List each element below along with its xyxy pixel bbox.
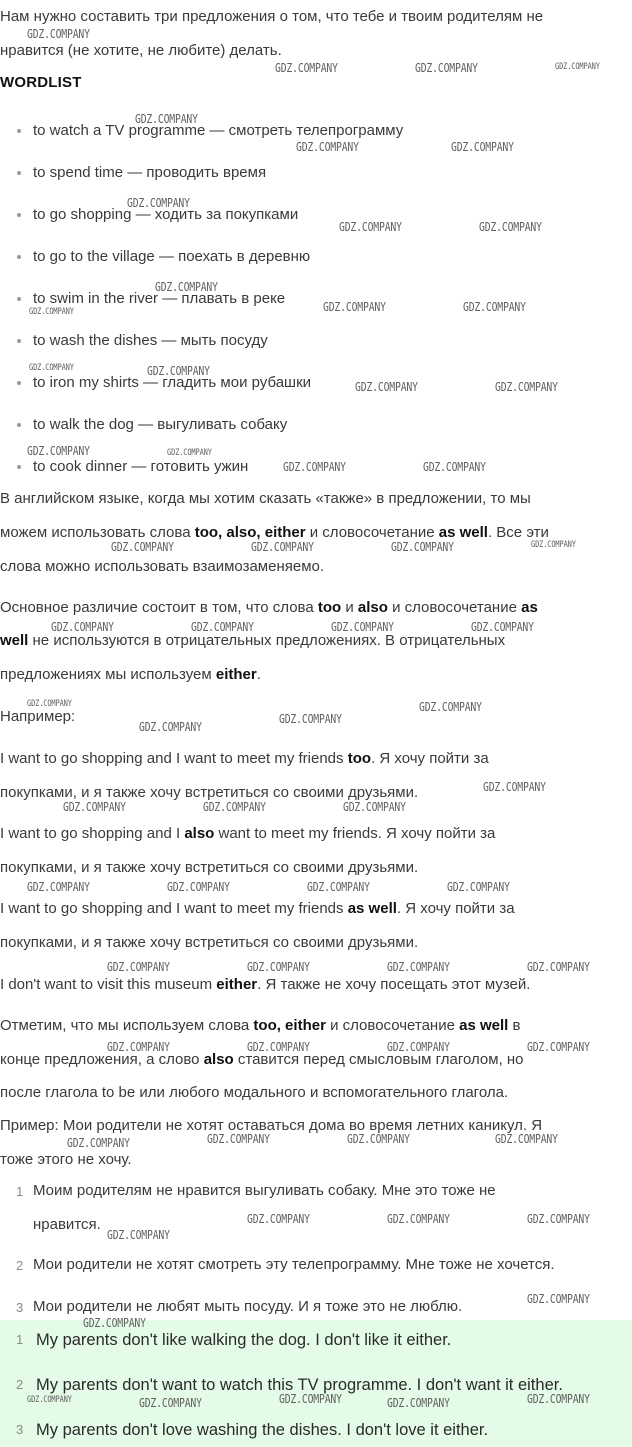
watermark-text: GDZ.COMPANY [471,619,534,634]
bullet-icon [17,213,21,217]
watermark-text: GDZ.COMPANY [331,619,394,634]
watermark-text: GDZ.COMPANY [495,1131,558,1146]
explain2-line-1: Основное различие состоит в том, что слова too и also и словосочетание as [0,599,538,616]
watermark-text: GDZ.COMPANY [307,879,370,894]
watermark-text: GDZ.COMPANY [207,1131,270,1146]
watermark-text: GDZ.COMPANY [279,711,342,726]
explain1-line-3: слова можно использовать взаимозаменяемо. [0,558,325,575]
watermark-text: GDZ.COMPANY [29,307,74,317]
bullet-icon [17,171,21,175]
answers-block [0,1320,632,1447]
watermark-text: GDZ.COMPANY [283,459,346,474]
list-number: 3 [16,1422,24,1437]
watermark-text: GDZ.COMPANY [531,540,576,550]
sample-line-2: тоже этого не хочу. [0,1151,132,1168]
example-3-line-2: покупками, и я также хочу встретиться со своими друзьями. [0,934,419,951]
bullet-icon [17,297,21,301]
watermark-text: GDZ.COMPANY [355,379,418,394]
watermark-text: GDZ.COMPANY [247,1039,310,1054]
watermark-text: GDZ.COMPANY [419,699,482,714]
note-line-1: Отметим, что мы используем слова too, either и словосочетание as well в [0,1017,521,1034]
watermark-text: GDZ.COMPANY [343,799,406,814]
watermark-text: GDZ.COMPANY [155,279,218,294]
intro-line-1: Нам нужно составить три предложения о том, что тебе и твоим родителям не [0,8,544,25]
ru-item-1-line-2: нравится. [33,1216,101,1233]
watermark-text: GDZ.COMPANY [83,1315,146,1330]
wordlist-item: to spend time — проводить время [0,152,632,194]
watermark-text: GDZ.COMPANY [387,1395,450,1410]
answer-row [0,1419,632,1441]
watermark-text: GDZ.COMPANY [247,1211,310,1226]
watermark-text: GDZ.COMPANY [423,459,486,474]
watermark-text: GDZ.COMPANY [555,62,600,72]
wordlist-item: to cook dinner — готовить ужин [0,446,632,488]
wordlist-item: to watch a TV programme — смотреть телепрограмму [0,110,632,152]
wordlist-item: to wash the dishes — мыть посуду [0,320,632,362]
watermark-text: GDZ.COMPANY [127,195,190,210]
watermark-text: GDZ.COMPANY [27,699,72,709]
watermark-text: GDZ.COMPANY [495,379,558,394]
watermark-text: GDZ.COMPANY [247,959,310,974]
watermark-text: GDZ.COMPANY [27,26,90,41]
wordlist-item: to go shopping — ходить за покупками [0,194,632,236]
watermark-text: GDZ.COMPANY [279,1391,342,1406]
explain2-line-3: предложениях мы используем either. [0,666,261,683]
watermark-text: GDZ.COMPANY [391,539,454,554]
watermark-text: GDZ.COMPANY [191,619,254,634]
watermark-text: GDZ.COMPANY [323,299,386,314]
explain1-line-2: можем использовать слова too, also, either и словосочетание as well. Все эти [0,524,549,541]
watermark-text: GDZ.COMPANY [27,443,90,458]
watermark-text: GDZ.COMPANY [167,448,212,458]
bullet-icon [17,381,21,385]
watermark-text: GDZ.COMPANY [527,1211,590,1226]
watermark-text: GDZ.COMPANY [203,799,266,814]
watermark-text: GDZ.COMPANY [527,1391,590,1406]
watermark-text: GDZ.COMPANY [111,539,174,554]
bullet-icon [17,339,21,343]
example-1-line-2: покупками, и я также хочу встретиться со своими друзьями. [0,784,419,801]
watermark-text: GDZ.COMPANY [167,879,230,894]
example-2-line-2: покупками, и я также хочу встретиться со своими друзьями. [0,859,419,876]
watermark-text: GDZ.COMPANY [387,959,450,974]
watermark-text: GDZ.COMPANY [387,1211,450,1226]
watermark-text: GDZ.COMPANY [296,139,359,154]
bullet-icon [17,423,21,427]
watermark-text: GDZ.COMPANY [147,363,210,378]
watermark-text: GDZ.COMPANY [67,1135,130,1150]
ru-item-2: Мои родители не хотят смотреть эту телепрограмму. Мне тоже не хочется. [33,1256,555,1273]
answer-row [0,1329,632,1351]
watermark-text: GDZ.COMPANY [139,1395,202,1410]
ru-item-3: Мои родители не любят мыть посуду. И я тоже это не люблю. [33,1298,463,1315]
example-4-line-1: I don't want to visit this museum either. Я также не хочу посещать этот музей. [0,976,531,993]
list-number: 2 [16,1258,24,1273]
bullet-icon [17,465,21,469]
sample-line-1: Пример: Мои родители не хотят оставаться дома во время летних каникул. Я [0,1117,543,1134]
example-3-line-1: I want to go shopping and I want to meet my friends as well. Я хочу пойти за [0,900,515,917]
bullet-icon [17,255,21,259]
watermark-text: GDZ.COMPANY [527,1039,590,1054]
watermark-text: GDZ.COMPANY [107,1039,170,1054]
watermark-text: GDZ.COMPANY [483,779,546,794]
intro-line-2: нравится (не хотите, не любите) делать. [0,42,282,59]
watermark-text: GDZ.COMPANY [139,719,202,734]
watermark-text: GDZ.COMPANY [107,1227,170,1242]
watermark-text: GDZ.COMPANY [347,1131,410,1146]
answer-text: My parents don't want to watch this TV programme. I don't want it either. [36,1376,563,1394]
watermark-text: GDZ.COMPANY [29,363,74,373]
bullet-icon [17,129,21,133]
watermark-text: GDZ.COMPANY [451,139,514,154]
watermark-text: GDZ.COMPANY [275,60,338,75]
answer-text: My parents don't love washing the dishes. I don't love it either. [36,1421,489,1439]
watermark-text: GDZ.COMPANY [107,959,170,974]
watermark-text: GDZ.COMPANY [479,219,542,234]
list-number: 1 [16,1332,24,1347]
example-2-line-1: I want to go shopping and I also want to meet my friends. Я хочу пойти за [0,825,496,842]
explain2-line-2: well не используются в отрицательных предложениях. В отрицательных [0,632,506,649]
wordlist-heading: WORDLIST [0,74,82,91]
watermark-text: GDZ.COMPANY [463,299,526,314]
wordlist-item: to swim in the river — плавать в реке [0,278,632,320]
watermark-text: GDZ.COMPANY [135,111,198,126]
watermark-text: GDZ.COMPANY [415,60,478,75]
note-line-2: конце предложения, а слово also ставится перед смысловым глаголом, но [0,1051,524,1068]
watermark-text: GDZ.COMPANY [63,799,126,814]
list-number: 2 [16,1377,24,1392]
list-number: 1 [16,1184,24,1199]
example-1-line-1: I want to go shopping and I want to meet my friends too. Я хочу пойти за [0,750,489,767]
answer-text: My parents don't like walking the dog. I don't like it either. [36,1331,452,1349]
watermark-text: GDZ.COMPANY [27,1395,72,1405]
note-line-3: после глагола to be или любого модального и вспомогательного глагола. [0,1084,509,1101]
watermark-text: GDZ.COMPANY [51,619,114,634]
explain1-line-1: В английском языке, когда мы хотим сказать «также» в предложении, то мы [0,490,531,507]
wordlist-item: to go to the village — поехать в деревню [0,236,632,278]
watermark-text: GDZ.COMPANY [447,879,510,894]
watermark-text: GDZ.COMPANY [251,539,314,554]
watermark-text: GDZ.COMPANY [387,1039,450,1054]
watermark-text: GDZ.COMPANY [339,219,402,234]
wordlist [0,110,632,488]
example-label: Например: [0,708,76,725]
list-number: 3 [16,1300,24,1315]
watermark-text: GDZ.COMPANY [527,959,590,974]
watermark-text: GDZ.COMPANY [527,1291,590,1306]
watermark-text: GDZ.COMPANY [27,879,90,894]
ru-item-1-line-1: Моим родителям не нравится выгуливать собаку. Мне это тоже не [33,1182,496,1199]
wordlist-item: to iron my shirts — гладить мои рубашки [0,362,632,404]
wordlist-item: to walk the dog — выгуливать собаку [0,404,632,446]
